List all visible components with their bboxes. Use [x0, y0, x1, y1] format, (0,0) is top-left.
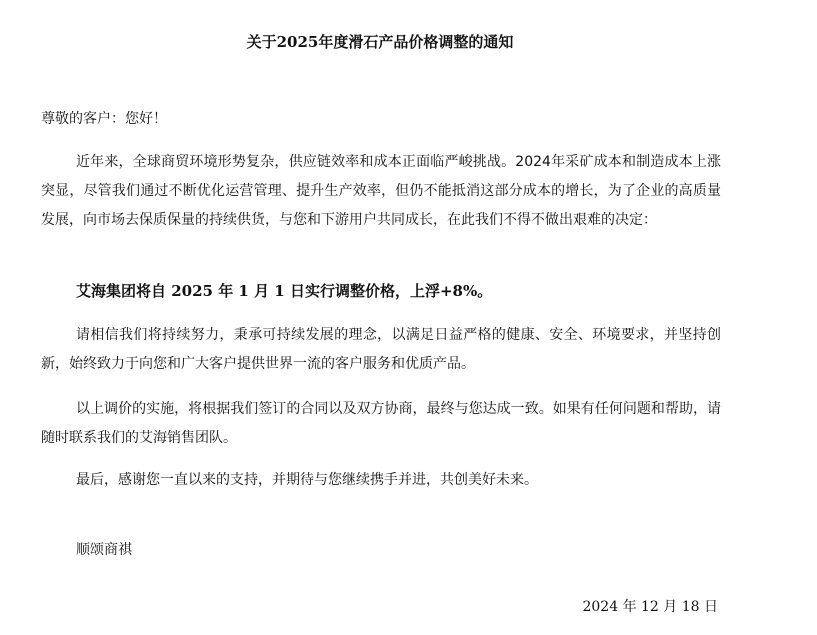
- body-paragraph-implementation: 以上调价的实施，将根据我们签订的合同以及双方协商，最终与您达成一致。如果有任何问题和帮助，请随时联系我们的艾海销售团队。: [41, 401, 721, 446]
- notice-date: 2024 年 12 月 18 日: [582, 599, 718, 615]
- price-adjustment-statement: 艾海集团将自 2025 年 1 月 1 日实行调整价格，上浮+8%。: [76, 282, 493, 300]
- body-paragraph-thanks: 最后，感谢您一直以来的支持，并期待与您继续携手并进，共创美好未来。: [76, 472, 538, 488]
- closing-salutation: 顺颂商祺: [76, 542, 132, 558]
- body-paragraph-background: 近年来，全球商贸环境形势复杂，供应链效率和成本正面临严峻挑战。2024年采矿成本和制造成本上涨突显，尽管我们通过不断优化运营管理、提升生产效率，但仍不能抵消这部分成本的增长，为了企业的高质量发展，向市场去保质保量的持续供货，与您和下游用户共同成长，在此我们不得不做出艰难的决定：: [41, 154, 721, 228]
- notice-title: 关于2025年度滑石产品价格调整的通知: [246, 33, 514, 51]
- greeting-line: 尊敬的客户：您好！: [41, 111, 167, 127]
- body-paragraph-commitment: 请相信我们将持续努力，秉承可持续发展的理念，以满足日益严格的健康、安全、环境要求，并坚持创新，始终致力于向您和广大客户提供世界一流的客户服务和优质产品。: [41, 327, 721, 372]
